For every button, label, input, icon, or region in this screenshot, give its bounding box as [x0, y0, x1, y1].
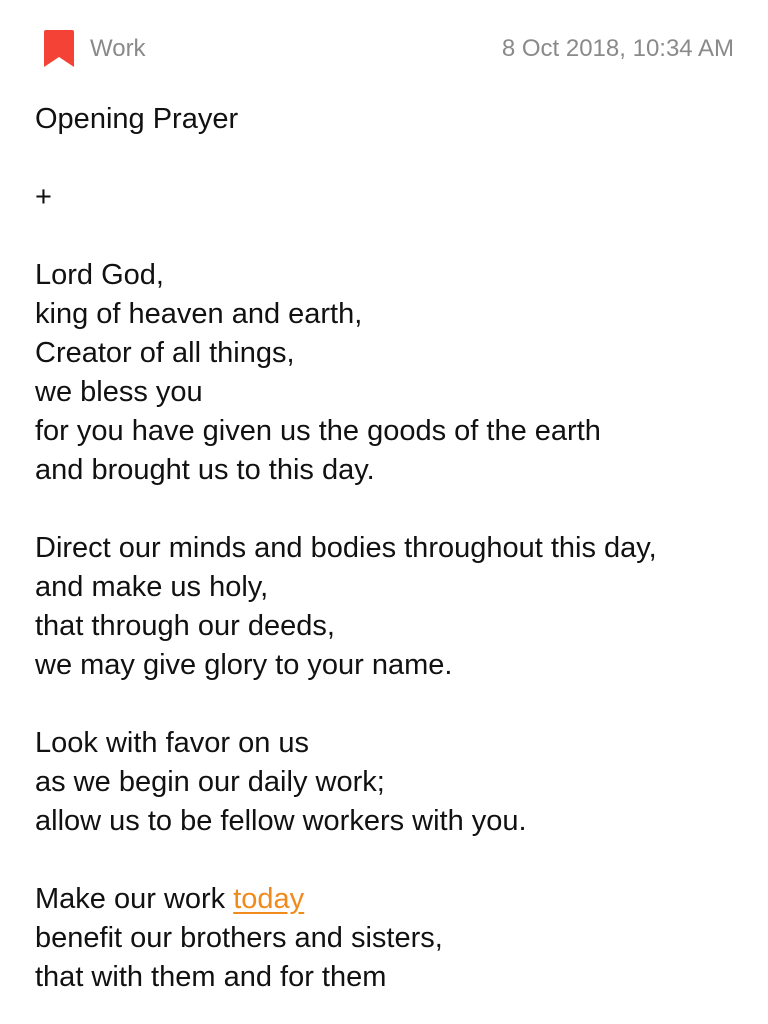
- prayer-line: as we begin our daily work;: [35, 766, 385, 798]
- today-link[interactable]: today: [233, 883, 305, 915]
- bookmark-icon: [42, 29, 76, 69]
- note-timestamp: 8 Oct 2018, 10:34 AM: [501, 35, 734, 62]
- prayer-line: that with them and for them: [35, 961, 387, 993]
- prayer-line: we bless you: [35, 376, 203, 408]
- folder-tag[interactable]: [42, 29, 146, 69]
- prayer-line: benefit our brothers and sisters,: [35, 922, 443, 954]
- note-header: [42, 28, 734, 70]
- folder-label: Work: [90, 35, 146, 62]
- prayer-line: king of heaven and earth,: [35, 298, 363, 330]
- prayer-line-with-link: [35, 880, 738, 919]
- prayer-line: that through our deeds,: [35, 610, 335, 642]
- prayer-line: allow us to be fellow workers with you.: [35, 805, 527, 837]
- cross-symbol: +: [35, 181, 52, 213]
- blank-line: [35, 139, 738, 178]
- prayer-line-prefix: Make our work: [35, 883, 234, 915]
- note-title: Opening Prayer: [35, 103, 239, 135]
- blank-line: [35, 217, 738, 256]
- prayer-line: and brought us to this day.: [35, 454, 375, 486]
- prayer-line: Look with favor on us: [35, 727, 310, 759]
- blank-line: [35, 841, 738, 880]
- note-body[interactable]: [35, 100, 738, 997]
- blank-line: [35, 490, 738, 529]
- prayer-line: we may give glory to your name.: [35, 649, 453, 681]
- prayer-line: for you have given us the goods of the earth: [35, 415, 601, 447]
- prayer-line: and make us holy,: [35, 571, 269, 603]
- blank-line: [35, 685, 738, 724]
- prayer-line: Direct our minds and bodies throughout this day,: [35, 532, 657, 564]
- prayer-line: Creator of all things,: [35, 337, 295, 369]
- prayer-line: Lord God,: [35, 259, 164, 291]
